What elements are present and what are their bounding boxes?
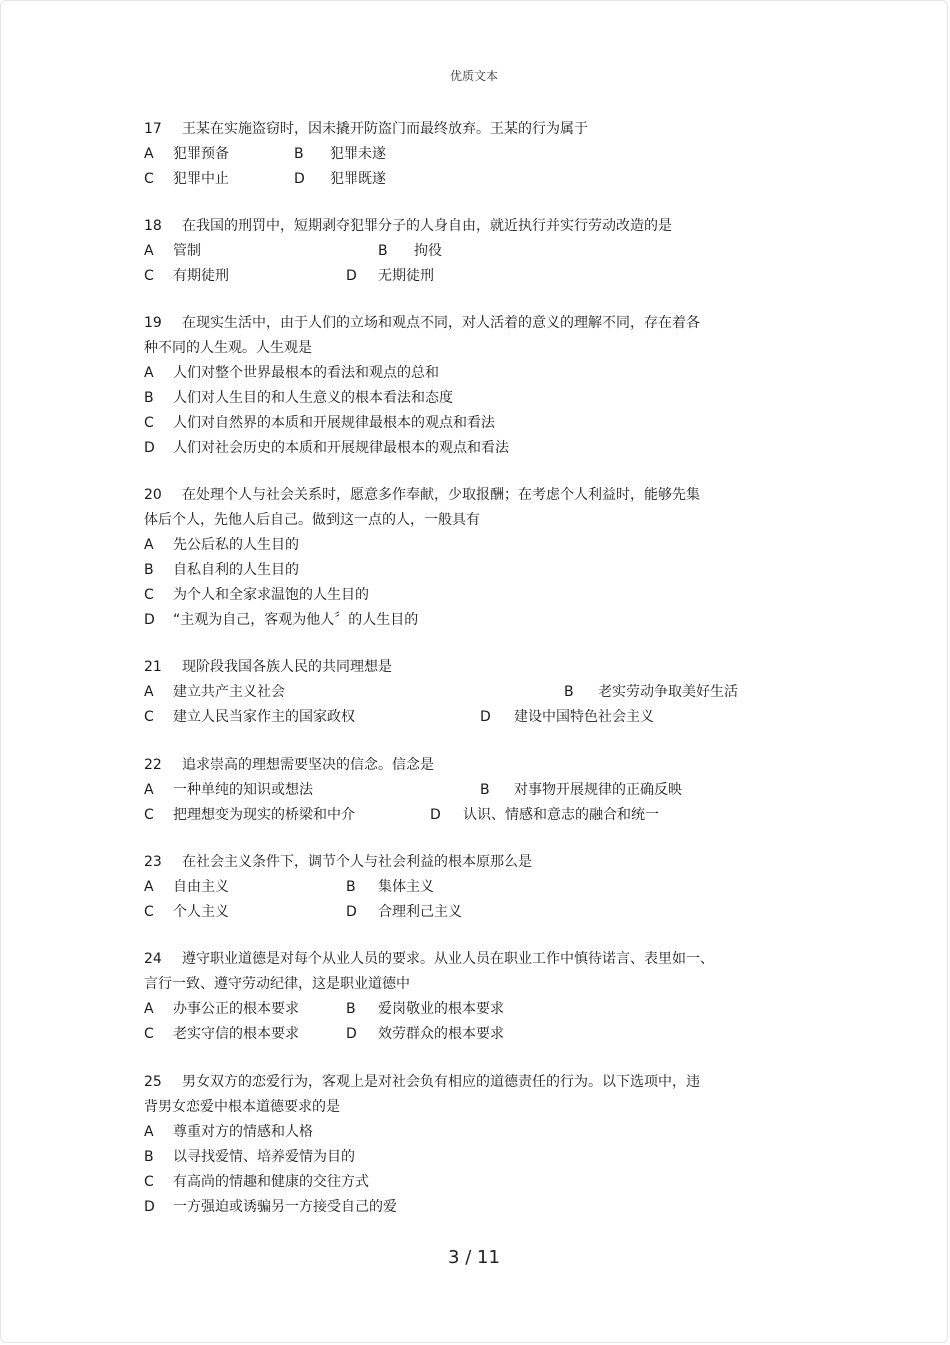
option-letter: C	[144, 171, 154, 187]
option-text: 先公后私的人生目的	[173, 537, 299, 553]
option-letter: B	[144, 1149, 154, 1165]
question-number: 22	[144, 757, 162, 773]
option-text: 合理利己主义	[378, 904, 462, 920]
option-row	[144, 142, 754, 167]
option-text: 建立共产主义社会	[173, 684, 285, 700]
option-letter: A	[144, 146, 154, 162]
question-text: 言行一致、遵守劳动纪律，这是职业道德中	[144, 976, 410, 992]
option-text: 一种单纯的知识或想法	[173, 782, 313, 798]
question-text: 男女双方的恋爱行为，客观上是对社会负有相应的道德责任的行为。以下选项中，违	[182, 1074, 700, 1090]
question-stem	[144, 214, 754, 239]
option-letter: D	[144, 1199, 155, 1215]
question-stem-continued	[144, 1095, 754, 1120]
option-letter: C	[144, 415, 154, 431]
option-letter: C	[144, 709, 154, 725]
question-stem-continued	[144, 336, 754, 361]
question-stem	[144, 753, 754, 778]
question-text: 王某在实施盗窃时，因未撬开防盗门而最终放弃。王某的行为属于	[182, 121, 588, 137]
option-text: 拘役	[414, 243, 442, 259]
option-text: 犯罪预备	[173, 146, 229, 162]
question-number: 20	[144, 487, 162, 503]
option-text: 犯罪既遂	[330, 171, 386, 187]
option-text: 有期徒刑	[173, 268, 229, 284]
option-row	[144, 239, 754, 264]
question-21	[144, 655, 754, 730]
question-text: 背男女恋爱中根本道德要求的是	[144, 1099, 340, 1115]
option-letter: B	[346, 1001, 356, 1017]
option-row	[144, 1120, 754, 1145]
option-letter: A	[144, 782, 154, 798]
option-letter: B	[144, 562, 154, 578]
option-text: 无期徒刑	[378, 268, 434, 284]
option-row	[144, 1195, 754, 1220]
option-text: 有高尚的情趣和健康的交往方式	[173, 1174, 369, 1190]
option-text: 人们对社会历史的本质和开展规律最根本的观点和看法	[173, 440, 509, 456]
question-stem	[144, 311, 754, 336]
question-text: 遵守职业道德是对每个从业人员的要求。从业人员在职业工作中慎待诺言、表里如一、	[182, 951, 714, 967]
option-text: 老实劳动争取美好生活	[598, 684, 738, 700]
question-number: 23	[144, 854, 162, 870]
question-text: 在社会主义条件下，调节个人与社会利益的根本原那么是	[182, 854, 532, 870]
option-row	[144, 558, 754, 583]
option-row	[144, 411, 754, 436]
option-text: 犯罪未遂	[330, 146, 386, 162]
option-row	[144, 1145, 754, 1170]
option-row	[144, 583, 754, 608]
option-letter: D	[346, 268, 357, 284]
option-letter: C	[144, 1026, 154, 1042]
option-text: 集体主义	[378, 879, 434, 895]
question-22	[144, 753, 754, 828]
option-row	[144, 436, 754, 461]
option-letter: B	[346, 879, 356, 895]
question-text: 在我国的刑罚中，短期剥夺犯罪分子的人身自由，就近执行并实行劳动改造的是	[182, 218, 672, 234]
question-text: 体后个人，先他人后自己。做到这一点的人，一般具有	[144, 512, 480, 528]
option-row	[144, 1022, 754, 1047]
option-text: 人们对整个世界最根本的看法和观点的总和	[173, 365, 439, 381]
page-number	[1, 1247, 947, 1268]
option-text: 对事物开展规律的正确反映	[514, 782, 682, 798]
question-18	[144, 214, 754, 289]
question-text: 种不同的人生观。人生观是	[144, 340, 312, 356]
option-text: 人们对人生目的和人生意义的根本看法和态度	[173, 390, 453, 406]
question-text: 在现实生活中，由于人们的立场和观点不同，对人活着的意义的理解不同，存在着各	[182, 315, 700, 331]
option-letter: D	[346, 1026, 357, 1042]
question-stem	[144, 483, 754, 508]
question-23	[144, 850, 754, 925]
option-letter: D	[480, 709, 491, 725]
option-row	[144, 875, 754, 900]
option-letter: C	[144, 587, 154, 603]
question-stem	[144, 947, 754, 972]
option-letter: D	[144, 612, 155, 628]
question-number: 19	[144, 315, 162, 331]
option-text: 以寻找爱情、培养爱情为目的	[173, 1149, 355, 1165]
question-text: 现阶段我国各族人民的共同理想是	[182, 659, 392, 675]
option-text: 自由主义	[173, 879, 229, 895]
option-letter: C	[144, 1174, 154, 1190]
option-text: 认识、情感和意志的融合和统一	[463, 807, 659, 823]
question-text: 追求崇高的理想需要坚决的信念。信念是	[182, 757, 434, 773]
option-letter: A	[144, 879, 154, 895]
option-text: 老实守信的根本要求	[173, 1026, 299, 1042]
question-stem	[144, 850, 754, 875]
option-letter: D	[346, 904, 357, 920]
page-header: 优质文本	[449, 69, 498, 83]
option-text: 为个人和全家求温饱的人生目的	[173, 587, 369, 603]
question-stem-continued	[144, 508, 754, 533]
question-number: 24	[144, 951, 162, 967]
question-number: 25	[144, 1074, 162, 1090]
question-number: 18	[144, 218, 162, 234]
option-letter: A	[144, 243, 154, 259]
question-number: 17	[144, 121, 162, 137]
option-letter: B	[378, 243, 388, 259]
option-letter: C	[144, 807, 154, 823]
option-letter: D	[144, 440, 155, 456]
question-number: 21	[144, 659, 162, 675]
question-17	[144, 117, 754, 192]
option-text: 管制	[173, 243, 201, 259]
option-letter: B	[144, 390, 154, 406]
option-text: 办事公正的根本要求	[173, 1001, 299, 1017]
page-separator: /	[465, 1247, 472, 1268]
question-25	[144, 1070, 754, 1220]
option-letter: B	[564, 684, 574, 700]
question-text: 在处理个人与社会关系时，愿意多作奉献，少取报酬；在考虑个人利益时，能够先集	[182, 487, 700, 503]
option-letter: B	[480, 782, 490, 798]
option-text: 把理想变为现实的桥梁和中介	[173, 807, 355, 823]
option-row	[144, 900, 754, 925]
option-row	[144, 997, 754, 1022]
question-stem-continued	[144, 972, 754, 997]
option-text: 建设中国特色社会主义	[514, 709, 654, 725]
option-text: 一方强迫或诱骗另一方接受自己的爱	[173, 1199, 397, 1215]
option-row	[144, 386, 754, 411]
option-text: 效劳群众的根本要求	[378, 1026, 504, 1042]
option-letter: A	[144, 1124, 154, 1140]
option-text: 建立人民当家作主的国家政权	[173, 709, 355, 725]
question-stem	[144, 1070, 754, 1095]
option-text: 犯罪中止	[173, 171, 229, 187]
total-pages: 11	[477, 1247, 500, 1268]
question-stem	[144, 117, 754, 142]
option-letter: A	[144, 684, 154, 700]
option-row	[144, 264, 754, 289]
option-letter: D	[430, 807, 441, 823]
option-letter: C	[144, 904, 154, 920]
option-letter: A	[144, 365, 154, 381]
option-text: 个人主义	[173, 904, 229, 920]
option-letter: A	[144, 537, 154, 553]
option-letter: D	[294, 171, 305, 187]
option-text: 自私自利的人生目的	[173, 562, 299, 578]
option-letter: C	[144, 268, 154, 284]
option-row	[144, 803, 754, 828]
option-row	[144, 705, 754, 730]
question-20	[144, 483, 754, 633]
question-19	[144, 311, 754, 461]
current-page: 3	[448, 1247, 460, 1268]
option-letter: B	[294, 146, 304, 162]
option-text: 爱岗敬业的根本要求	[378, 1001, 504, 1017]
option-row	[144, 167, 754, 192]
option-text: 尊重对方的情感和人格	[173, 1124, 313, 1140]
option-row	[144, 361, 754, 386]
question-24	[144, 947, 754, 1047]
option-letter: A	[144, 1001, 154, 1017]
option-row	[144, 680, 754, 705]
option-text: “主观为自己，客观为他人〞的人生目的	[173, 612, 419, 628]
question-stem	[144, 655, 754, 680]
option-row	[144, 608, 754, 633]
option-row	[144, 1170, 754, 1195]
option-text: 人们对自然界的本质和开展规律最根本的观点和看法	[173, 415, 495, 431]
option-row	[144, 533, 754, 558]
option-row	[144, 778, 754, 803]
